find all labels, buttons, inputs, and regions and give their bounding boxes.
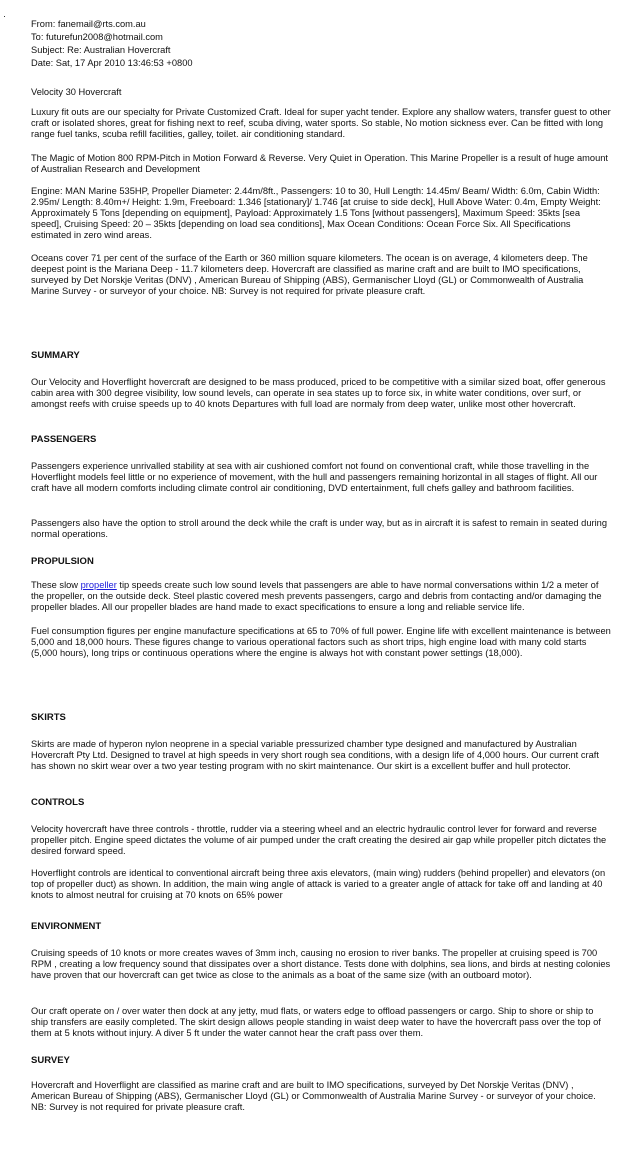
- passengers-paragraph-1: Passengers experience unrivalled stability at sea with air cushioned comfort not found on conventional craft, while those travelling in the Hoverflight models feel little or no experience of movement, with the hull and passengers remaining horizontal in all stages of flight. All our craft have all modern comforts including climate control air conditioning, DVD entertainment, full chefs galley and bathroom facilities.: [31, 461, 598, 493]
- survey-heading: SURVEY: [31, 1055, 70, 1066]
- passengers-paragraph-2: Passengers also have the option to stroll around the deck while the craft is under way, but as in aircraft it is safest to remain in seated during normal operations.: [31, 518, 608, 539]
- email-from: From: fanemail@rts.com.au: [31, 19, 146, 29]
- email-to: To: futurefun2008@hotmail.com: [31, 32, 163, 42]
- environment-paragraph-2: Our craft operate on / over water then dock at any jetty, mud flats, or waters edge to offload passengers or cargo. Ship to shore or ship to ship transfers are easily completed. The skirt design allows people standing in waist deep water to have the hovercraft pass over the top of them at 5 knots without injury. A diver 5 ft under the water cannot hear the craft pass over them.: [31, 1006, 601, 1038]
- environment-heading: ENVIRONMENT: [31, 921, 102, 932]
- controls-heading: CONTROLS: [31, 797, 85, 808]
- email-header: [31, 18, 613, 70]
- email-date: Date: Sat, 17 Apr 2010 13:46:53 +0800: [31, 58, 193, 68]
- controls-paragraph-2: Hoverflight controls are identical to conventional aircraft being three axis elevators, (main wing) rudders (behind propeller) and elevators (on top of propeller duct) as shown. In addition, the main wing angle of attack is varied to a greater angle of attack for take off and landing at 40 knots to almost neutral for cruising at 70 knots on 65% power: [31, 868, 606, 900]
- propulsion-paragraph-2: Fuel consumption figures per engine manufacture specifications at 65 to 70% of full power. Engine life with excellent maintenance is between 5,000 and 18,000 hours. These figures change to various operational factors such as short trips, high engine load with many cold starts (5,000 hours), long trips or continuous operations where the engine is always hot with constant power settings (18,000).: [31, 626, 611, 658]
- oceans-paragraph: Oceans cover 71 per cent of the surface of the Earth or 360 million square kilometers. The ocean is on average, 4 kilometers deep. The deepest point is the Mariana Deep - 11.7 kilometers deep. Hovercraft are classified as marine craft and are built to IMO specifications, surveyed by Det Norskje Veritas (DNV) , American Bureau of Shipping (ABS), Germanischer Lloyd (GL) or Commonwealth of Australia Marine Survey - or surveyor of your choice. NB: Survey is not required for private pleasure craft.: [31, 253, 588, 296]
- propulsion-text-before: These slow: [31, 580, 81, 590]
- specifications-paragraph: Engine: MAN Marine 535HP, Propeller Diameter: 2.44m/8ft., Passengers: 10 to 30, Hull Length: 14.45m/ Beam/ Width: 6.0m, Cabin Width: 2.95m/ Length: 8.40m+/ Height: 1.9m, Freeboard: 1.346 [stationary]/ 1.746 [at cruise to side deck], Hull Above Water: 0.4m, Empty Weight: Approximately 5 Tons [depending on equipment], Payload: Approximately 1.5 Tons [without passengers], Maximum Speed: 35kts [sea speed], Cruising Speed: 20 – 35kts [depending on load sea conditions], Max Ocean Conditions: Ocean Force Six. All Specifications estimated in zero wind areas.: [31, 186, 601, 240]
- propulsion-text-after: tip speeds create such low sound levels that passengers are able to have normal conversations within 1/2 a meter of the propeller, on the outside deck. Steel plastic covered mesh prevents passengers, cargo and debris from contacting and/or damaging the propeller blades. All our propeller blades are hand made to exact specifications to ensure a long and reliable service life.: [31, 580, 602, 612]
- propeller-link[interactable]: propeller: [80, 580, 117, 590]
- environment-paragraph-1: Cruising speeds of 10 knots or more creates waves of 3mm inch, causing no erosion to river banks. The propeller at cruising speed is 700 RPM , creating a low frequency sound that dissipates over a short distance. Tests done with dolphins, sea lions, and birds at nesting colonies have proven that our hovercraft can get twice as close to the animals as a boat of the same size (with an outboard motor).: [31, 948, 611, 980]
- controls-paragraph-1: Velocity hovercraft have three controls - throttle, rudder via a steering wheel and an electric hydraulic control lever for forward and reverse propeller pitch. Engine speed dictates the volume of air pumped under the craft creating the desired air gap while propeller pitch dictates the desired forward speed.: [31, 824, 607, 856]
- propulsion-paragraph-1: [31, 580, 613, 613]
- stray-dot: [4, 16, 5, 17]
- email-subject: Subject: Re: Australian Hovercraft: [31, 45, 171, 55]
- document-title: Velocity 30 Hovercraft: [31, 87, 122, 97]
- passengers-heading: PASSENGERS: [31, 434, 97, 445]
- propulsion-heading: PROPULSION: [31, 556, 94, 567]
- survey-paragraph: Hovercraft and Hoverflight are classified as marine craft and are built to IMO specifications, surveyed by Det Norskje Veritas (DNV) , American Bureau of Shipping (ABS), Germanischer Lloyd (GL) or Commonwealth of Australia Marine Survey - or surveyor of your choice. NB: Survey is not required for private pleasure craft.: [31, 1080, 596, 1112]
- skirts-paragraph: Skirts are made of hyperon nylon neoprene in a special variable pressurized chamber type designed and manufactured by Australian Hovercraft Pty Ltd. Designed to travel at high speeds in very short rough sea conditions, with a design life of 4,000 hours. Our current craft has shown no skirt wear over a two year testing program with no skirt maintenance. Our skirt is a excellent buffer and hull protector.: [31, 739, 599, 771]
- intro-paragraph: Luxury fit outs are our specialty for Private Customized Craft. Ideal for super yacht tender. Explore any shallow waters, transfer guest to other craft or isolated shores, great for fishing next to reef, scuba diving, water sports. So stable, No motion sickness ever. Can be fitted with long range fuel tanks, scuba refill facilities, galley, toilet. air conditioning standard.: [31, 107, 611, 139]
- skirts-heading: SKIRTS: [31, 712, 66, 723]
- summary-heading: SUMMARY: [31, 350, 80, 361]
- propeller-paragraph: The Magic of Motion 800 RPM-Pitch in Motion Forward & Reverse. Very Quiet in Operation. This Marine Propeller is a result of huge amount of Australian Research and Development: [31, 153, 609, 174]
- summary-paragraph: Our Velocity and Hoverflight hovercraft are designed to be mass produced, priced to be competitive with a similar sized boat, offer generous cabin area with 300 degree visibility, low sound levels, can operate in sea states up to force six, in white water conditions, over surf, or amongst reefs with cruise speeds up to 40 knots Departures with full load are normaly from deep water, unlike most other hovercraft.: [31, 377, 606, 409]
